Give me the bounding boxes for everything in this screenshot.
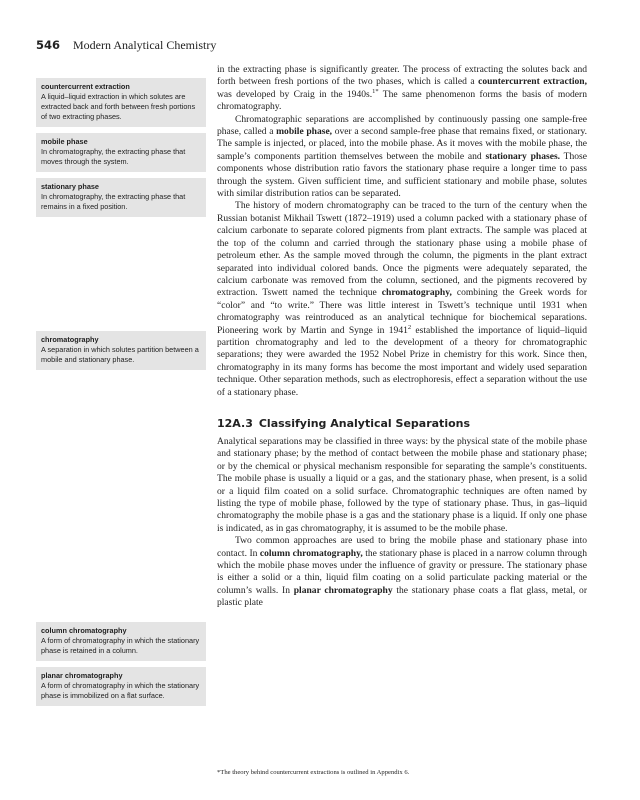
main-text-column [217,64,587,610]
glossary-stationary-phase [36,178,206,217]
text-run: Chromatographic separations are accomplished by continuously passing one sample-free phase, called a [217,113,587,138]
glossary-term: mobile phase [41,137,88,146]
text-run: combining the Greek words for “color” and “to write.” There was little interest in Tswett’s technique until 1931 when chromatography was reintroduced as an analytical technique for biochemical separations. Pioneering work by Martin and Synge in 1941 [217,287,587,336]
glossary-term: planar chromatography [41,671,123,680]
glossary-term: chromatography [41,335,99,344]
section-title: Classifying Analytical Separations [258,416,471,430]
glossary-term: column chromatography [41,626,127,635]
key-term: countercurrent extraction, [478,76,587,88]
glossary-definition: In chromatography, the extracting phase that moves through the system. [41,147,186,166]
citation-marker: 2 [407,323,412,331]
text-run: Two common approaches are used to bring the mobile phase and stationary phase into contact. In [217,535,587,559]
glossary-definition: A liquid–liquid extraction in which solutes are extracted back and forth between fresh portions of two extracting phases. [41,92,196,121]
text-run: The same phenomenon forms the basis of modern chromatography. [217,88,587,113]
paragraph-4: Analytical separations may be classified in three ways: by the physical state of the mobile phase and stationary phase; by the method of contact between the mobile phase and stationary phase; or by the chemical or physical mechanism responsible for separating the sample’s constituents. The mobile phase is usually a liquid or a gas, and the stationary phase, when present, is a solid or a liquid film coated on a solid surface. Chromatographic techniques are often named by listing the type of mobile phase, followed by the type of stationary phase. Thus, in gas–liquid chromatography the mobile phase is a gas and the stationary phase is a liquid. If only one phase is indicated, as in gas chromatography, it is assumed to be the mobile phase. [217,435,587,534]
key-term: mobile phase, [276,126,333,138]
section-number: 12A.3 [217,416,253,430]
glossary-definition: A separation in which solutes partition between a mobile and stationary phase. [41,345,199,364]
text-run: the stationary phase is placed in a narrow column through which the mobile phase moves under the influence of gravity or pressure. The stationary phase is either a solid or a thin, liquid film coating on a solid particulate packing material or the column’s walls. In [217,547,587,596]
key-term: column chromatography, [259,547,363,559]
running-header [36,38,216,53]
page-number: 546 [36,38,61,52]
margin-glossary-group-3 [36,622,206,706]
text-run: the stationary phase coats a flat glass, metal, or plastic plate [217,584,587,609]
paragraph-2 [217,114,587,201]
margin-glossary-group-2 [36,331,206,370]
text-run: Those components whose distribution ratio favors the stationary phase require a longer time to pass through the system. Given sufficient time, and sufficient stationary and mobile phase, solutes with similar distribution ratios can be separated. [217,150,587,200]
text-run: established the importance of liquid–liquid partition chromatography and led to the development of a theory for chromatographic separations; they were awarded the 1952 Nobel Prize in chemistry for this work. Since then, chromatography in its many forms has become the most important and widely used separation technique. Other separation methods, such as electrophoresis, effect a separation without the use of a stationary phase. [217,324,587,398]
text-run: was developed by Craig in the 1940s. [217,88,373,100]
glossary-column-chromatography [36,622,206,661]
section-heading [217,417,587,431]
key-term: planar chromatography [293,584,393,596]
glossary-mobile-phase [36,133,206,172]
footnote: *The theory behind countercurrent extractions is outlined in Appendix 6. [217,769,410,776]
glossary-definition: A form of chromatography in which the stationary phase is retained in a column. [41,636,200,655]
citation-marker: 1* [372,87,379,95]
glossary-definition: A form of chromatography in which the stationary phase is immobilized on a flat surface. [41,681,200,700]
text-run: over a second sample-free phase that remains fixed, or stationary. The sample is injected, or placed, into the mobile phase. As it moves with the mobile phase, the sample’s components partition themselves between the mobile and [217,126,587,162]
glossary-countercurrent-extraction [36,78,206,127]
glossary-chromatography [36,331,206,370]
key-term: chromatography, [381,287,452,299]
running-title: Modern Analytical Chemistry [73,38,217,52]
glossary-definition: In chromatography, the extracting phase that remains in a fixed position. [41,192,186,211]
glossary-term: stationary phase [41,182,99,191]
margin-glossary-group-1 [36,78,206,217]
paragraph-1 [217,64,587,114]
text-run: in the extracting phase is significantly greater. The process of extracting the solutes back and forth between fresh portions of the two phases, which is called a [217,64,587,88]
paragraph-3 [217,200,587,399]
paragraph-5 [217,535,587,609]
text-run: The history of modern chromatography can be traced to the turn of the century when the Russian botanist Mikhail Tswett (1872–1919) used a column packed with a stationary phase of calcium carbonate to separate colored pigments from plant extracts. The sample was placed at the top of the column and carried through the stationary phase using a mobile phase of petroleum ether. As the sample moved through the column, the pigments in the plant extract separated into individual colored bands. Once the pigments were adequately separated, the calcium carbonate was removed from the column, sectioned, and the pigments recovered by extraction. Tswett named the technique [217,200,587,299]
key-term: stationary phases. [485,150,561,162]
glossary-planar-chromatography [36,667,206,706]
glossary-term: countercurrent extraction [41,82,130,91]
